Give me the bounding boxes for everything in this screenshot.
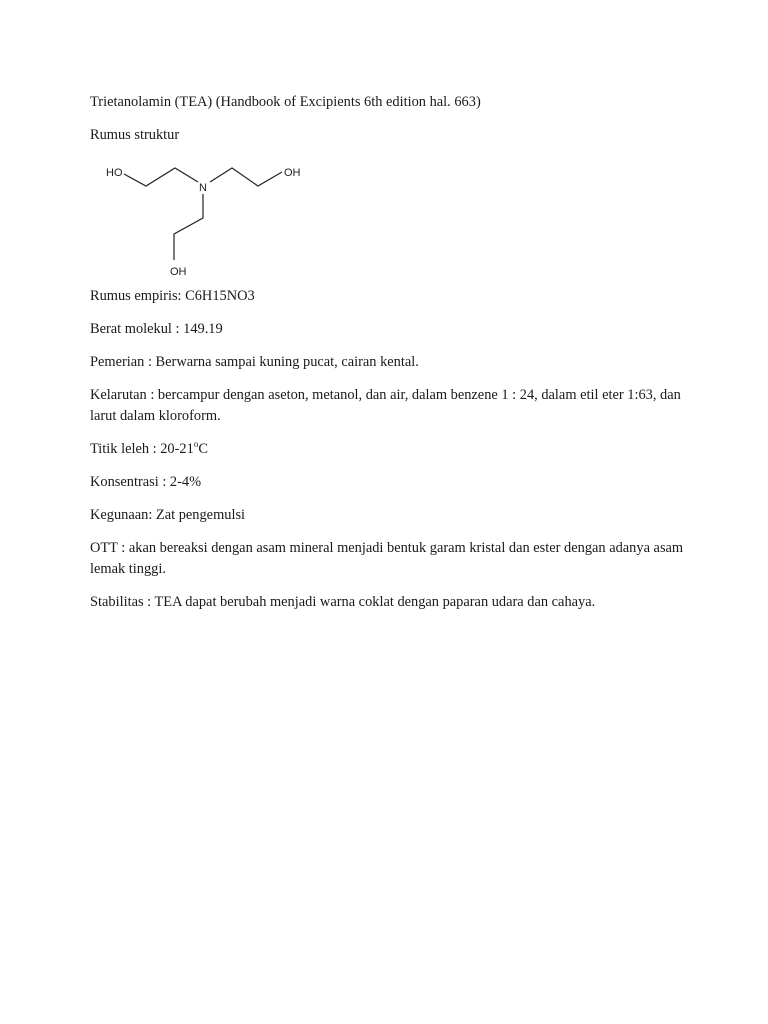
concentration: Konsentrasi : 2-4% [90, 474, 202, 490]
right-chain-bond [210, 168, 282, 186]
ho-left-label: HO [106, 167, 123, 179]
oh-right-label: OH [284, 167, 301, 179]
incompatibility: OTT : akan bereaksi dengan asam mineral menjadi bentuk garam kristal dan ester dengan adanya asam lemak tinggi. [90, 540, 684, 577]
description: Pemerian : Berwarna sampai kuning pucat, cairan kental. [90, 354, 419, 370]
empirical-formula: Rumus empiris: C6H15NO3 [90, 288, 255, 304]
n-center-label: N [199, 182, 207, 194]
melting-point-unit: C [198, 441, 208, 457]
degree-symbol: o [193, 439, 199, 450]
molecular-weight: Berat molekul : 149.19 [90, 321, 223, 337]
bottom-chain-bond [174, 194, 203, 260]
oh-bottom-label: OH [170, 266, 187, 278]
solubility: Kelarutan : bercampur dengan aseton, metanol, dan air, dalam benzene 1 : 24, dalam etil eter 1:63, dan larut dalam kloroform. [90, 387, 681, 424]
usage: Kegunaan: Zat pengemulsi [90, 507, 246, 523]
stability: Stabilitas : TEA dapat berubah menjadi warna coklat dengan paparan udara dan cahaya. [90, 594, 596, 610]
melting-point [90, 439, 690, 460]
left-chain-bond [124, 168, 198, 186]
melting-point-prefix: Titik leleh : 20-21 [90, 441, 194, 457]
document-page [90, 92, 690, 625]
structural-formula-diagram [102, 158, 322, 278]
document-title: Trietanolamin (TEA) (Handbook of Excipients 6th edition hal. 663) [90, 94, 481, 110]
structure-heading: Rumus struktur [90, 127, 180, 143]
